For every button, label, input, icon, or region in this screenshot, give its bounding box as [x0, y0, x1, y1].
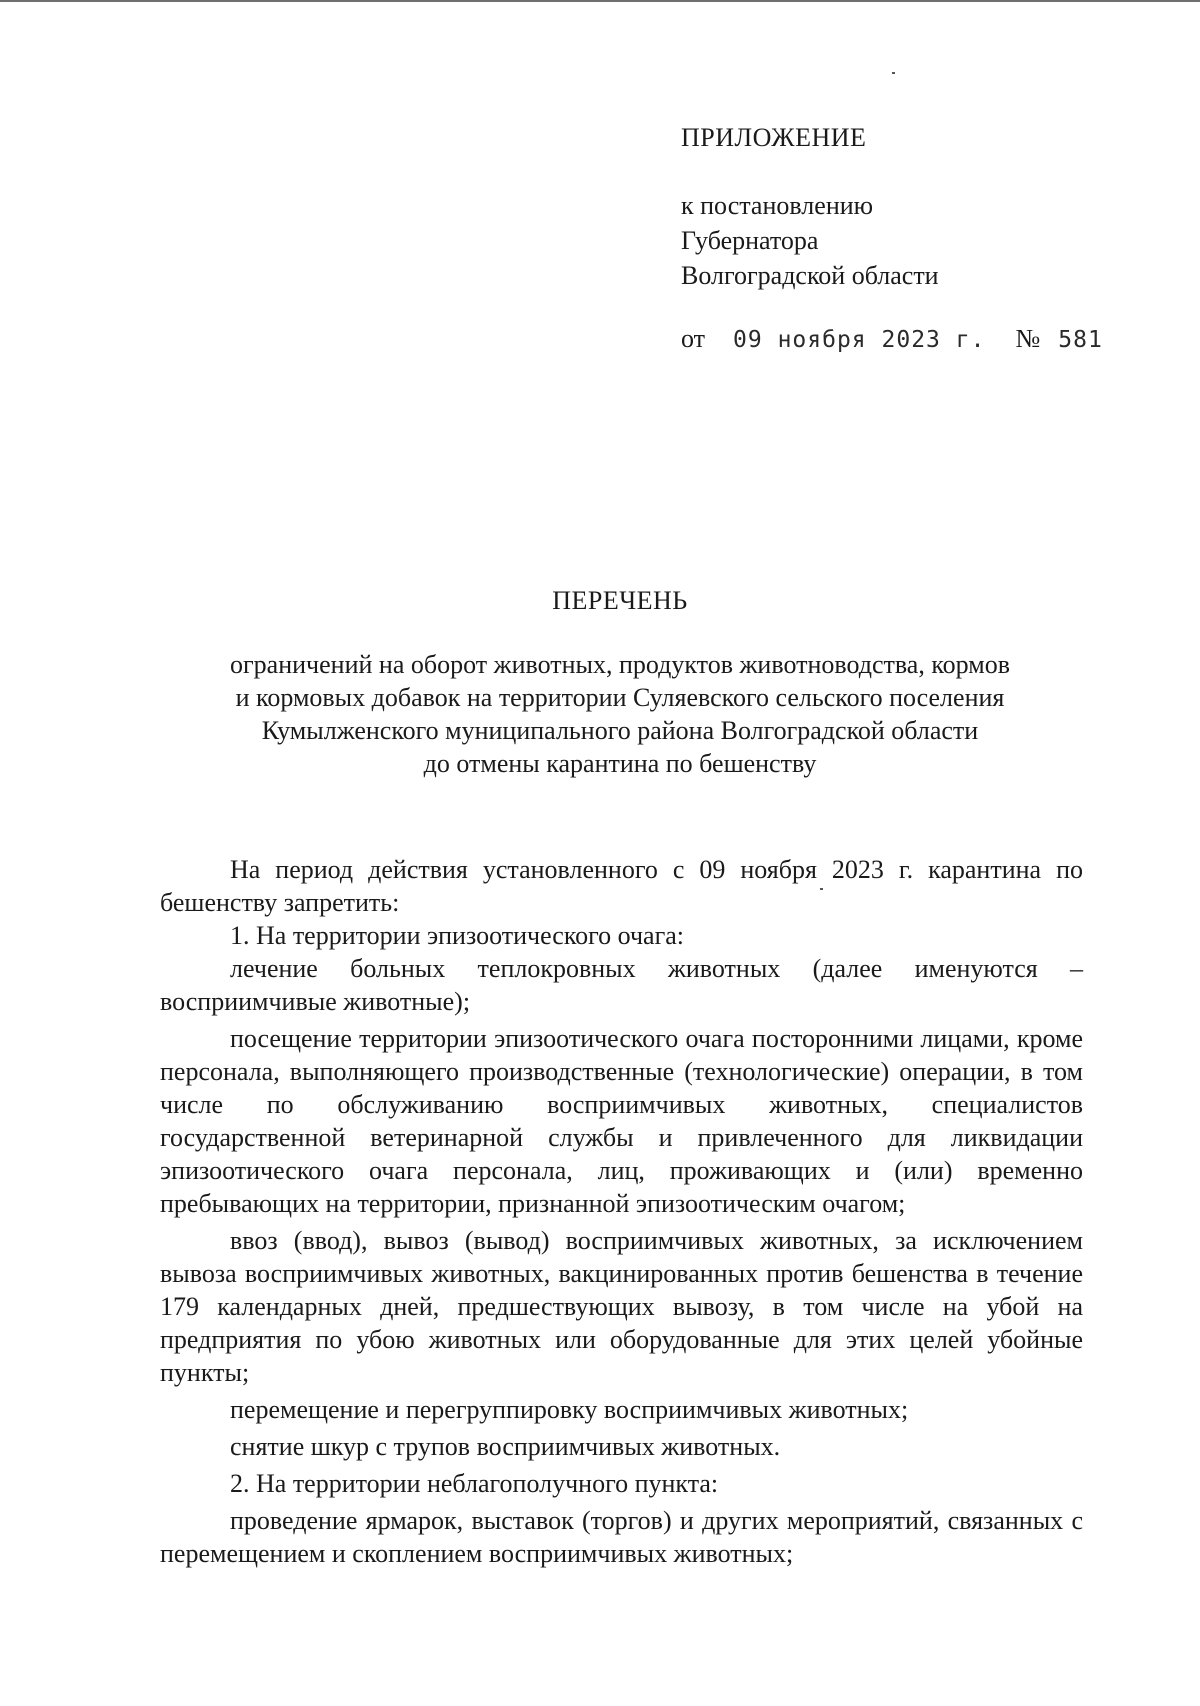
document-body [160, 853, 1083, 1570]
date-value: 09 ноября 2023 г. [733, 327, 986, 353]
appendix-line: Губернатора [681, 226, 819, 255]
appendix-title: ПРИЛОЖЕНИЕ [681, 123, 867, 152]
subtitle-line: Кумылженского муниципального района Волгоградской области [261, 716, 979, 745]
body-paragraph: посещение территории эпизоотического очага посторонними лицами, кроме персонала, выполняющего производственные (технологические) операции, в том числе по обслуживанию восприимчивых животных, специалистов государственной ветеринарной службы и привлеченного для ликвидации эпизоотического очага персонала, лиц, проживающих и (или) временно пребывающих на территории, признанной эпизоотическим очагом; [160, 1024, 1083, 1218]
body-paragraph: На период действия установленного с 09 ноября 2023 г. карантина по бешенству запретить: [160, 855, 1083, 917]
number-sign: № [1015, 324, 1041, 353]
appendix-reference [681, 188, 1103, 293]
body-paragraph: 2. На территории неблагополучного пункта: [230, 1469, 719, 1498]
scan-top-edge [0, 0, 1200, 2]
subtitle-line: ограничений на оборот животных, продуктов животноводства, кормов [230, 650, 1010, 679]
body-paragraph: лечение больных теплокровных животных (далее именуются – восприимчивые животные); [160, 954, 1083, 1016]
body-paragraph: проведение ярмарок, выставок (торгов) и других мероприятий, связанных с перемещением и скоплением восприимчивых животных; [160, 1506, 1083, 1568]
document-subtitle [60, 648, 1180, 780]
subtitle-line: до отмены карантина по бешенству [423, 749, 817, 778]
subtitle-line: и кормовых добавок на территории Суляевского сельского поселения [235, 683, 1005, 712]
body-paragraph: перемещение и перегруппировку восприимчивых животных; [230, 1395, 909, 1424]
appendix-line: к постановлению [681, 191, 874, 220]
scan-speck [892, 72, 895, 74]
appendix-header [681, 120, 1103, 358]
document-number: 581 [1058, 327, 1103, 353]
date-prefix: от [681, 324, 706, 353]
body-paragraph: 1. На территории эпизоотического очага: [230, 921, 685, 950]
body-paragraph: ввоз (ввод), вывоз (вывод) восприимчивых животных, за исключением вывоза восприимчивых животных, вакцинированных против бешенства в течение 179 календарных дней, предшествующих вывозу, в том числе на убой на предприятия по убою животных или оборудованные для этих целей убойные пункты; [160, 1226, 1083, 1387]
document-title: ПЕРЕЧЕНЬ [552, 586, 688, 615]
appendix-line: Волгоградской области [681, 261, 939, 290]
appendix-date-line [681, 321, 1103, 358]
body-paragraph: снятие шкур с трупов восприимчивых животных. [230, 1432, 781, 1461]
